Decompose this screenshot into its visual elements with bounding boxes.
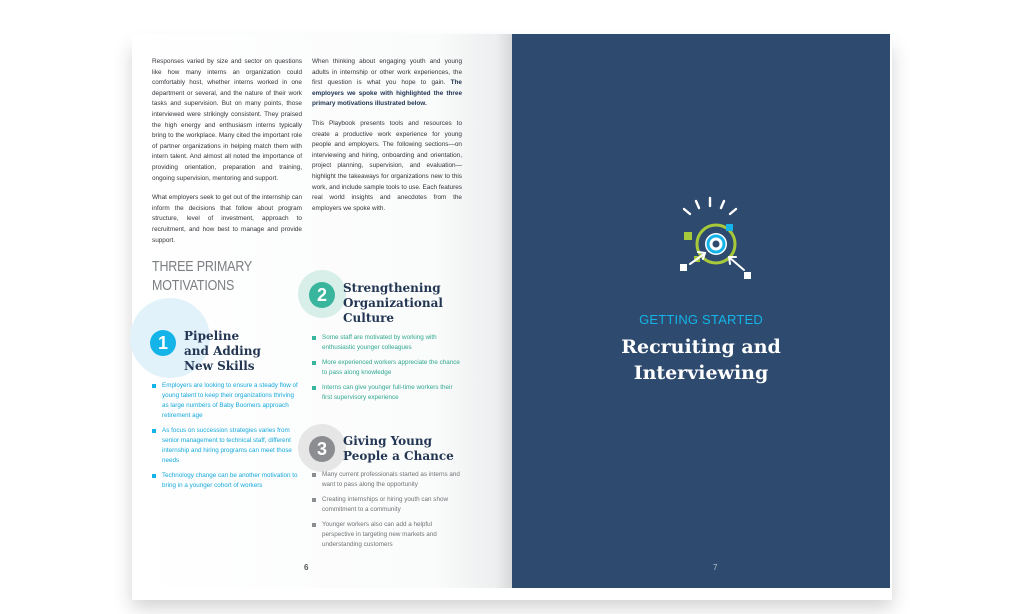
page-number-right: 7: [713, 563, 718, 572]
title-line: Pipeline: [184, 329, 240, 343]
intro-paragraph: This Playbook presents tools and resources to create a productive work experience for young people and employers. The following sections—on interviewing and hiring, onboarding and orientation, project planning, supervision, and evaluation—highlight the takeaways for organizations new to this work, and include sample tools to use. Each features real world insights and anecdotes from the employers we spoke with.: [312, 119, 462, 212]
bullet-icon: [312, 361, 316, 365]
motivation-1-number: 1: [150, 330, 176, 356]
motivation-3-bullets: [312, 470, 462, 555]
intro-column-1: [152, 57, 302, 255]
bullet-icon: [152, 384, 156, 388]
bullet-text: Many current professionals started as interns and want to pass along the opportunity: [322, 471, 460, 488]
title-line: Strengthening: [343, 281, 441, 295]
list-item: [312, 495, 462, 515]
title-line: Organizational: [343, 296, 443, 310]
title-line: People a Chance: [343, 449, 454, 463]
bullet-text: Employers are looking to ensure a steady flow of young talent to keep their organizations thriving as large numbers of Baby Boomers approach retirement age: [162, 382, 298, 419]
motivation-1-title: [184, 329, 261, 374]
intro-paragraph: What employers seek to get out of the internship can inform the decisions that follow about program structure, level of investment, approach to recruitment, and how best to manage and provide support.: [152, 194, 302, 244]
list-item: [312, 333, 462, 353]
motivation-1-bullets: [152, 381, 302, 496]
title-line: Recruiting and: [621, 336, 781, 358]
bullet-icon: [152, 474, 156, 478]
list-item: [312, 358, 462, 378]
target-with-arrows-icon: [668, 196, 758, 280]
section-heading: THREE PRIMARY MOTIVATIONS: [152, 259, 252, 294]
bullet-text: Some staff are motivated by working with enthusiastic younger colleagues: [322, 334, 437, 351]
bullet-icon: [312, 336, 316, 340]
intro-column-2: [312, 57, 462, 223]
list-item: [312, 383, 462, 403]
title-line: Culture: [343, 311, 395, 325]
bullet-text: Interns can give younger full-time workers their first supervisory experience: [322, 384, 453, 401]
title-line: Interviewing: [633, 362, 769, 384]
bullet-text: Technology change can be another motivation to bring in a younger cohort of workers: [162, 472, 298, 489]
bullet-icon: [152, 429, 156, 433]
title-line: and Adding: [184, 344, 261, 358]
page-number-left: 6: [304, 563, 309, 572]
motivation-2-number: 2: [309, 282, 335, 308]
intro-paragraph: [312, 57, 462, 110]
gutter-shadow: [496, 34, 512, 588]
title-line: New Skills: [184, 359, 255, 373]
intro-paragraph: Responses varied by size and sector on questions like how many interns an organization could comfortably host, whether interns worked in one department or several, and the nature of their work tasks and supervision. But on many points, those interviewed were strikingly consistent. They praised the high energy and enthusiasm interns typically bring to the workplace. Many cited the important role of partner organizations in helping match them with intern talent. And almost all noted the importance of providing orientation, preparation and training, ongoing supervision, mentoring and support.: [152, 58, 302, 182]
list-item: [152, 471, 302, 491]
lead-bold-text: The employers we spoke with highlighted the three primary motivations illustrated below.: [312, 79, 462, 108]
list-item: [152, 381, 302, 421]
list-item: [312, 520, 462, 550]
bullet-icon: [312, 523, 316, 527]
motivation-3-number: 3: [309, 436, 335, 462]
right-page: [512, 34, 890, 588]
bullet-text: More experienced workers appreciate the chance to pass along knowledge: [322, 359, 460, 376]
list-item: [152, 426, 302, 466]
bullet-text: Younger workers also can add a helpful perspective in targeting new markets and understanding customers: [322, 521, 437, 548]
list-item: [312, 470, 462, 490]
title-line: Giving Young: [343, 434, 432, 448]
bullet-icon: [312, 498, 316, 502]
motivation-3-title: [343, 434, 454, 464]
motivation-2-title: [343, 281, 443, 326]
section-title: [512, 334, 890, 386]
section-eyebrow: GETTING STARTED: [639, 312, 763, 327]
lead-text: When thinking about engaging youth and young adults in internship or other work experiences, the first question is what you hope to gain.: [312, 58, 462, 87]
bullet-text: As focus on succession strategies varies from senior management to technical staff, different internship and hiring programs can meet those needs: [162, 427, 292, 464]
bullet-icon: [312, 473, 316, 477]
bullet-icon: [312, 386, 316, 390]
motivation-2-bullets: [312, 333, 462, 408]
bullet-text: Creating internships or hiring youth can show commitment to a community: [322, 496, 449, 513]
